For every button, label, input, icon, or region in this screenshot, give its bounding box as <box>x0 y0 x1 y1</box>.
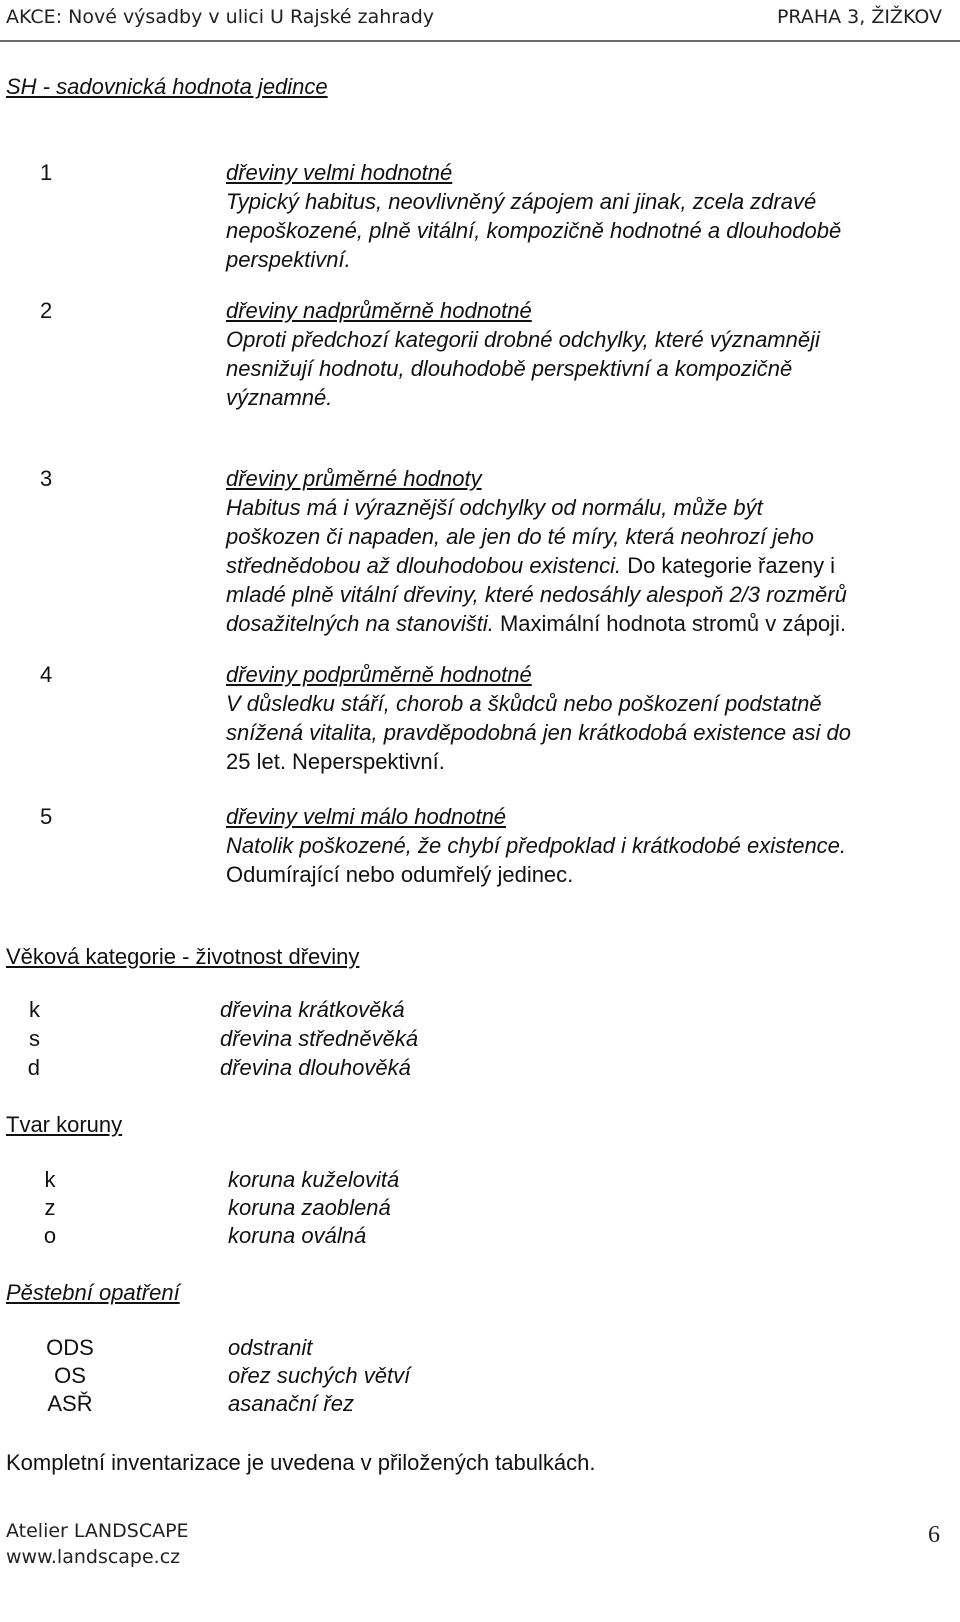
age-section-title: Věková kategorie - životnost dřeviny <box>6 944 360 969</box>
age-desc: dřevina krátkověká <box>220 997 405 1022</box>
sh-item-number: 3 <box>40 466 53 491</box>
footer-company-block <box>6 1518 189 1570</box>
sh-item-line: významné. <box>226 385 333 410</box>
sh-item-line: Oproti předchozí kategorii drobné odchylky, které významněji <box>226 327 820 352</box>
measure-code: ODS <box>46 1335 94 1360</box>
age-code: s <box>29 1026 40 1051</box>
crown-desc: koruna zaoblená <box>228 1195 391 1220</box>
sh-item-line: Odumírající nebo odumřelý jedinec. <box>226 862 574 887</box>
measure-desc: ořez suchých větví <box>228 1363 411 1388</box>
sh-item-number: 1 <box>40 160 53 185</box>
sh-item-name: dřeviny velmi hodnotné <box>226 160 453 185</box>
measure-desc: asanační řez <box>228 1391 354 1416</box>
header-location: PRAHA 3, ŽIŽKOV <box>776 6 942 28</box>
measures-section-title: Pěstební opatření <box>6 1280 180 1305</box>
sh-item-name: dřeviny průměrné hodnoty <box>226 466 482 491</box>
sh-item-name: dřeviny nadprůměrně hodnotné <box>226 298 532 323</box>
sh-item-line-extra: Do kategorie řazeny i <box>621 553 836 578</box>
sh-item-line: mladé plně vitální dřeviny, které nedosáhly alespoň 2/3 rozměrů <box>226 582 847 607</box>
age-code: k <box>29 997 40 1022</box>
footer-company: Atelier LANDSCAPE <box>6 1520 189 1542</box>
sh-item-line: Habitus má i výraznější odchylky od normálu, může být <box>226 495 763 520</box>
sh-item-line: nesnižují hodnotu, dlouhodobě perspektivní a kompozičně <box>226 356 793 381</box>
sh-item-line-extra: Maximální hodnota stromů v zápoji. <box>493 611 846 636</box>
crown-desc: koruna oválná <box>228 1223 367 1248</box>
sh-item-name: dřeviny velmi málo hodnotné <box>226 804 507 829</box>
sh-item-line: V důsledku stáří, chorob a škůdců nebo poškození podstatně <box>226 691 822 716</box>
closing-text: Kompletní inventarizace je uvedena v přiložených tabulkách. <box>6 1450 596 1475</box>
sh-item-line: Typický habitus, neovlivněný zápojem ani jinak, zcela zdravé <box>226 189 817 214</box>
crown-section-title: Tvar koruny <box>6 1112 123 1137</box>
sh-item-line: 25 let. Neperspektivní. <box>226 749 445 774</box>
age-code: d <box>27 1055 40 1080</box>
sh-item-line: perspektivní. <box>226 247 351 272</box>
sh-item-line: nepoškozené, plně vitální, kompozičně hodnotné a dlouhodobě <box>226 218 842 243</box>
age-desc: dřevina dlouhověká <box>220 1055 411 1080</box>
sh-item-name: dřeviny podprůměrně hodnotné <box>226 662 532 687</box>
crown-desc: koruna kuželovitá <box>228 1167 400 1192</box>
crown-code: k <box>44 1167 56 1192</box>
sh-item-number: 5 <box>40 804 53 829</box>
header-divider <box>0 40 960 42</box>
measure-desc: odstranit <box>228 1335 313 1360</box>
age-desc: dřevina středněvěká <box>220 1026 419 1051</box>
sh-item-line: poškozen či napaden, ale jen do té míry, která neohrozí jeho <box>226 524 814 549</box>
sh-item-line: dosažitelných na stanovišti. <box>226 611 494 636</box>
sh-item-number: 2 <box>40 298 53 323</box>
header-project-title: AKCE: Nové výsadby v ulici U Rajské zahrady <box>6 6 435 28</box>
crown-code: o <box>43 1223 57 1248</box>
measure-code: ASŘ <box>47 1391 93 1416</box>
sh-item-number: 4 <box>40 662 53 687</box>
page-number: 6 <box>928 1522 940 1548</box>
sh-item-line: střednědobou až dlouhodobou existenci. <box>226 553 622 578</box>
sh-item-line: Natolik poškozené, že chybí předpoklad i krátkodobé existence. <box>226 833 847 858</box>
sh-section-title: SH - sadovnická hodnota jedince <box>6 74 328 99</box>
footer-website: www.landscape.cz <box>6 1546 181 1568</box>
measure-code: OS <box>54 1363 86 1388</box>
page-header <box>0 0 960 38</box>
sh-item-line: snížená vitalita, pravděpodobná jen krátkodobá existence asi do <box>226 720 851 745</box>
crown-code: z <box>44 1195 56 1220</box>
